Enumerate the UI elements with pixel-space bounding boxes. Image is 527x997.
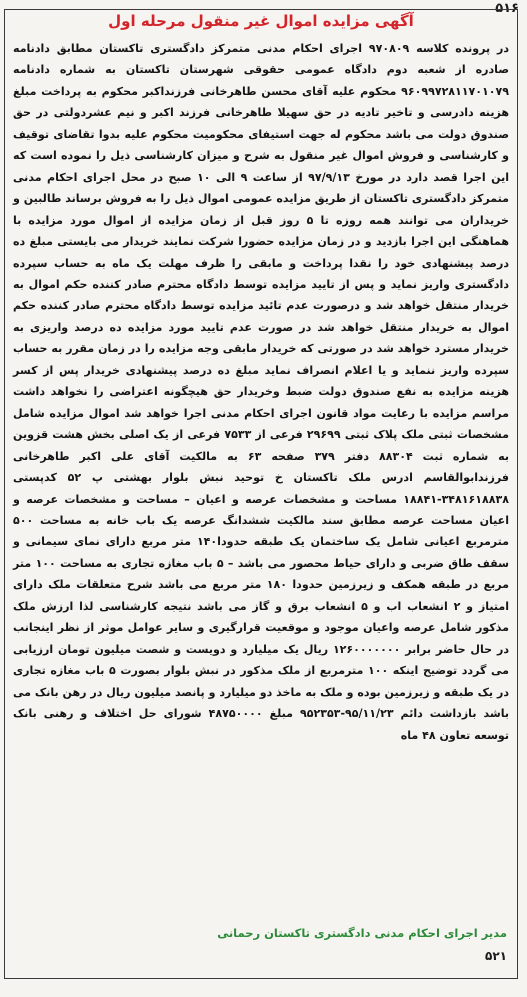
notice-signature: مدیر اجرای احکام مدنی دادگستری تاکستان رحمانی [217,926,507,940]
notice-title: آگهی مزایده اموال غیر منقول مرحله اول [108,12,414,30]
notice-frame [4,9,518,979]
notice-body: در پرونده کلاسه ۹۷۰۸۰۹ اجرای احکام مدنی متمرکز دادگستری تاکستان مطابق دادنامه صادره از شعبه دوم دادگاه عمومی حقوقی شهرستان تاکستان به شماره دادنامه ۹۶۰۹۹۷۲۸۱۱۷۰۱۰۷۹ محکوم علیه آقای محسن طاهرخانی فرزنداکبر محکوم به پرداخت مبلغ هزینه دادرسی و تاخیر تادیه در حق سهیلا طاهرخانی فرزند اکبر و نیم عشردولتی در حق صندوق دولت می باشد محکوم له جهت استیفای محکومیت محکوم علیه بدوا تقاضای توقیف و کارشناسی و فروش اموال غیر منقول به شرح و میزان کارشناسی ذیل را نموده است که این اجرا قصد دارد در مورخ ۹۷/۹/۱۳ از ساعت ۹ الی ۱۰ صبح در محل اجرای احکام مدنی متمرکز دادگستری تاکستان از طریق مزایده عمومی اموال ذیل را به فروش برساند طالبین و خریداران می توانند همه روزه تا ۵ روز قبل از زمان مزایده از اموال مورد مزایده با هماهنگی این اجرا بازدید و در زمان مزایده حضورا شرکت نمایند خریدار می بایستی مبلغ ده درصد پیشنهادی خود را نقدا پرداخت و مابقی را ظرف مهلت یک ماه به حساب سپرده دادگستری واریز نماید و پس از تایید مزایده توسط دادگاه محترم صادر کننده حکم اموال به خریدار منتقل خواهد شد و درصورت عدم تائید مزایده توسط دادگاه محترم صادر کننده حکم اموال به خریدار منتقل خواهد شد در صورت عدم تایید مورد مزایده ده درصد واریزی به خریدار مسترد خواهد شد در صورتی که خریدار مابقی وجه مزایده را در زمان مقرر به حساب سپرده واریز ننماید و یا اعلام انصراف نماید مبلغ ده درصد پیشنهادی خریدار پس از کسر هزینه مزایده به نفع صندوق دولت ضبط وخریدار حق هیچگونه اعتراضی را نخواهد داشت مراسم مزایده با رعایت مواد قانون اجرای احکام مدنی اجرا خواهد شد اموال مزایده شامل مشخصات ثبتی ملک پلاک ثبتی ۲۹۶۹۹ فرعی از ۷۵۳۳ فرعی از یک اصلی بخش هشت قزوین به شماره ثبت ۸۸۳۰۴ دفتر ۳۷۹ صفحه ۶۳ به مالکیت آقای علی اکبر طاهرخانی فرزندابوالقاسم ادرس ملک تاکستان خ توحید نبش بلوار بهشتی پ ۵۲ کدپستی ۳۴۸۱۶۱۸۸۳۸-۱۸۸۴۱ مساحت و مشخصات عرصه و اعیان – مساحت و مشخصات عرصه و اعیان مساحت عرصه مطابق سند مالکیت ششدانگ عرصه یک باب خانه به مساحت ۵۰۰ مترمربع اعیانی شامل یک ساختمان یک طبقه حدودا۱۴۰ متر مربع دارای نمای سیمانی و سقف طاق ضربی و دارای حیاط محصور می باشد – ۵ باب مغازه تجاری به مساحت ۱۰۰ متر مربع در طبقه همکف و زیرزمین حدودا ۱۸۰ متر مربع می باشد شرح متعلقات ملک دارای امتیاز و ۲ انشعاب اب و ۵ انشعاب برق و گاز می باشد نتیجه کارشناسی لذا ارزش ملک مذکور شامل عرصه واعیان موجود و موقعیت قرارگیری و سایر عوامل موثر از نظر اینجانب در حال حاضر برابر ۱۲۶۰۰۰۰۰۰۰ ریال یک میلیارد و دویست و شصت میلیون تومان ارزیابی می گردد توضیح اینکه ۱۰۰ مترمربع از ملک مذکور در نبش بلوار بصورت ۵ باب مغازه تجاری در یک طبقه و زیرزمین بوده و ملک به ماخذ دو میلیارد و پانصد میلیون ریال در رهن بانک می باشد بازداشت دائم ۹۵/۱۱/۲۳-۹۵۲۳۵۳ مبلغ ۴۸۷۵۰۰۰۰ شورای حل اختلاف و رهنی بانک توسعه تعاون ۴۸ ماه [13,42,510,742]
page-number-bottom: ۵۲۱ [485,949,507,963]
page-number-top: ۵۱۶ [495,1,519,16]
